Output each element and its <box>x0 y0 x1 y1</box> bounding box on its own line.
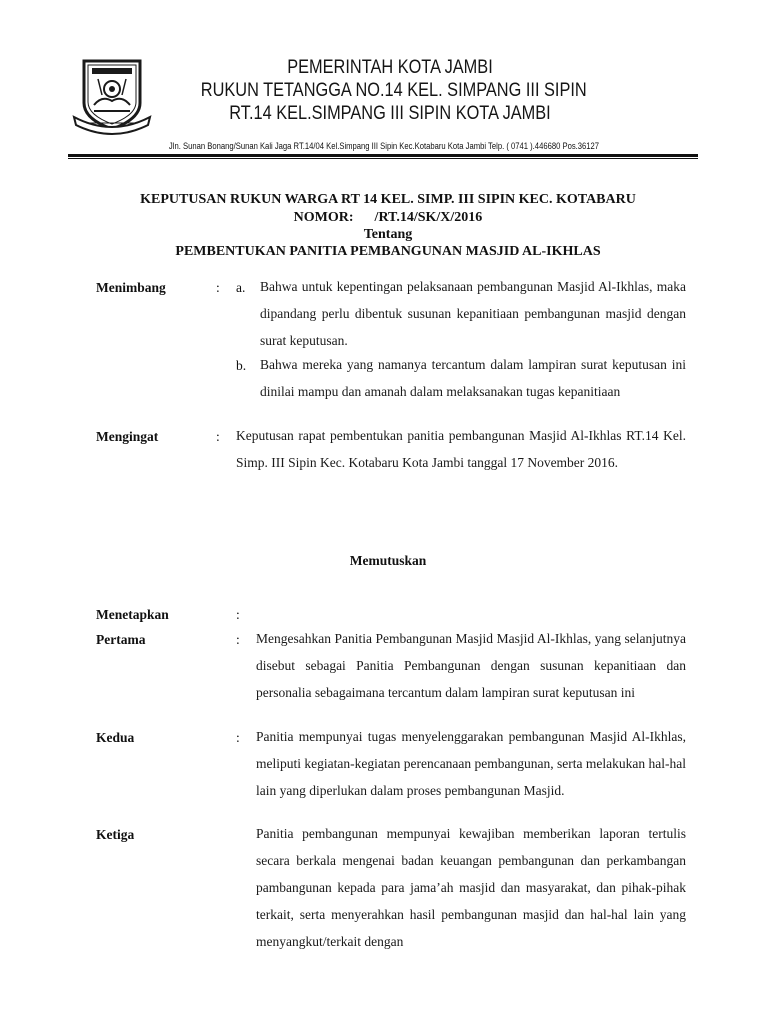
pertama-colon: : <box>236 632 240 647</box>
kedua-label: Kedua <box>96 730 135 745</box>
pertama-text: Mengesahkan Panitia Pembangunan Masjid Masjid Al-Ikhlas, yang selanjutnya disebut sebagai Panitia Pembangunan dengan susunan kepanitiaan dan personalia sebagaimana tercantum dalam lampiran surat keputusan ini <box>256 631 686 700</box>
letterhead-government: PEMERINTAH KOTA JAMBI <box>287 57 493 78</box>
menimbang-label: Menimbang <box>96 280 166 295</box>
mengingat-label: Mengingat <box>96 429 159 444</box>
pertama-label: Pertama <box>96 632 146 647</box>
decree-about: Tentang <box>363 227 413 242</box>
mengingat-text: Keputusan rapat pembentukan panitia pembangunan Masjid Al-Ikhlas RT.14 Kel. Simp. III Sipin Kec. Kotabaru Kota Jambi tanggal 17 November 2016. <box>236 428 686 470</box>
letterhead-address: Jln. Sunan Bonang/Sunan Kali Jaga RT.14/04 Kel.Simpang III Sipin Kec.Kotabaru Kota Jambi Telp. ( 0741 ).446680 Pos.36127 <box>168 141 600 151</box>
city-emblem-logo <box>72 55 152 137</box>
letterhead-rt-name: RUKUN TETANGGA NO.14 KEL. SIMPANG III SIPIN <box>200 80 587 101</box>
menimbang-colon: : <box>216 280 220 295</box>
ketiga-text: Panitia pembangunan mempunyai kewajiban memberikan laporan tertulis secara berkala mengenai badan keuangan pembangunan dan perkambangan pambangunan kepada para jama’ah masjid dan masyarakat, dan pihak-pihak terkait, serta menyerahkan hasil pembangunan masjid dan hal-hal lain yang menyangkut/terkait dengan <box>256 826 686 949</box>
menimbang-item-a: Bahwa untuk kepentingan pelaksanaan pembangunan Masjid Al-Ikhlas, maka dipandang perlu dibentuk susunan kepanitiaan pembangunan masjid dengan surat keputusan. <box>260 279 686 348</box>
decree-subject: PEMBENTUKAN PANITIA PEMBANGUNAN MASJID AL-IKHLAS <box>175 244 601 259</box>
memutuskan-heading: Memutuskan <box>349 553 427 568</box>
letterhead-divider-thick <box>68 154 698 157</box>
menetapkan-colon: : <box>236 607 240 622</box>
menimbang-marker-b: b. <box>236 358 247 373</box>
menimbang-item-b: Bahwa mereka yang namanya tercantum dalam lampiran surat keputusan ini dinilai mampu dan amanah dalam melaksanakan tugas kepanitiaan <box>260 357 686 399</box>
ketiga-label: Ketiga <box>96 827 135 842</box>
decree-title: KEPUTUSAN RUKUN WARGA RT 14 KEL. SIMP. III SIPIN KEC. KOTABARU <box>140 192 636 207</box>
letterhead-divider-thin <box>68 158 698 159</box>
menimbang-marker-a: a. <box>236 280 246 295</box>
decree-number: NOMOR: /RT.14/SK/X/2016 <box>293 210 483 225</box>
mengingat-colon: : <box>216 429 220 444</box>
kedua-colon: : <box>236 730 240 745</box>
letterhead-location: RT.14 KEL.SIMPANG III SIPIN KOTA JAMBI <box>229 103 551 124</box>
city-emblem-icon <box>72 55 152 137</box>
kedua-text: Panitia mempunyai tugas menyelenggarakan pembangunan Masjid Al-Ikhlas, meliputi kegiatan-kegiatan perencanaan pembangunan, serta melakukan hal-hal lain yang diperlukan dalam proses pembangunan Masjid. <box>256 729 686 798</box>
menetapkan-label: Menetapkan <box>96 607 169 622</box>
